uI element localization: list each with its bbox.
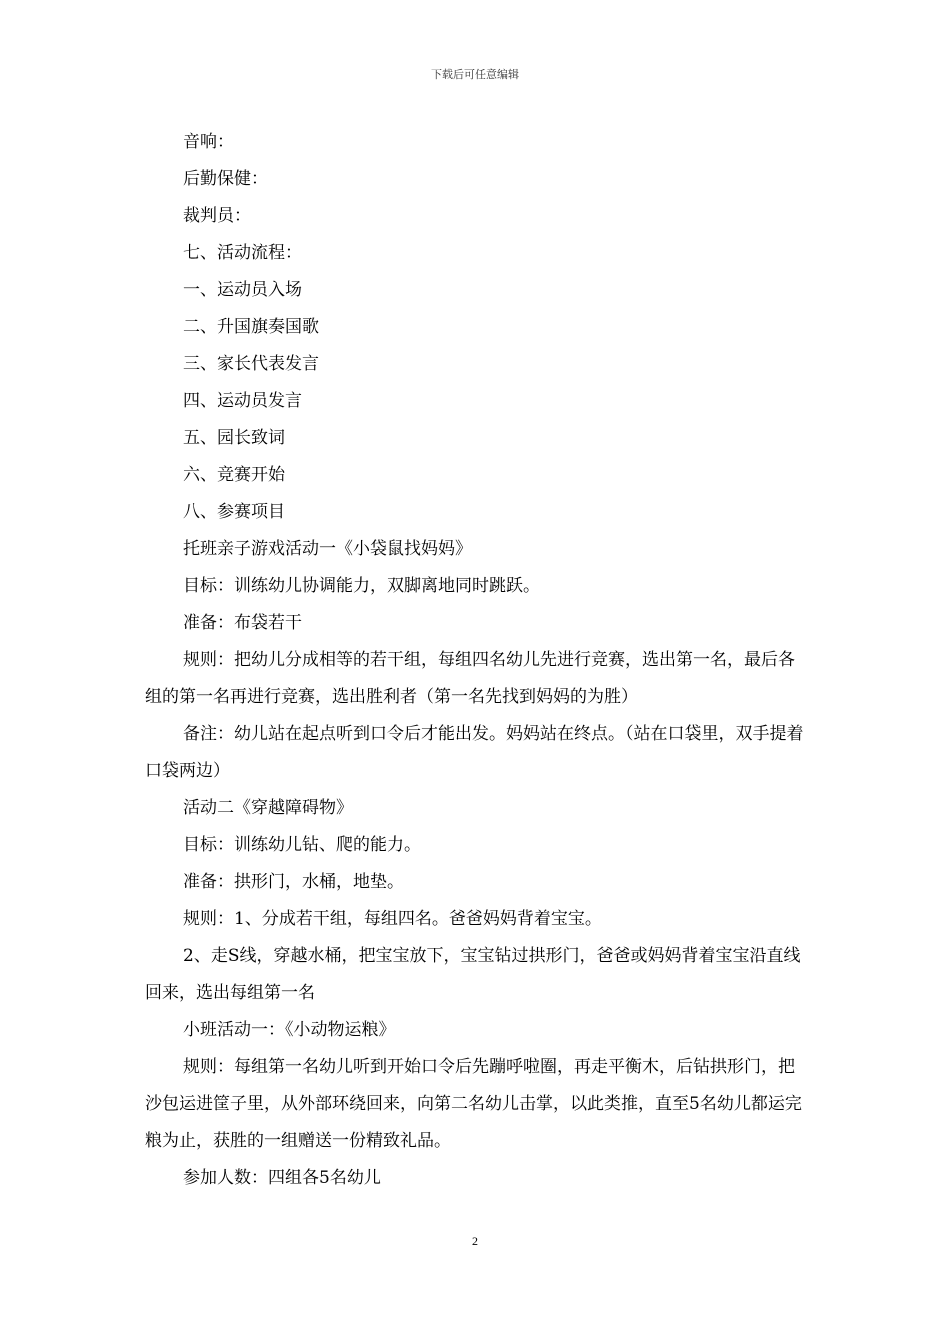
paragraph: 规则：1、分成若干组，每组四名。爸爸妈妈背着宝宝。: [183, 909, 602, 929]
paragraph: 小班活动一：《小动物运粮》: [183, 1020, 396, 1040]
paragraph: 准备：布袋若干: [183, 613, 302, 633]
paragraph: 音响：: [183, 132, 234, 152]
paragraph: 参加人数：四组各5名幼儿: [183, 1168, 381, 1188]
paragraph: 六、竞赛开始: [183, 465, 285, 485]
paragraph: 裁判员：: [183, 206, 251, 226]
paragraph: 一、运动员入场: [183, 280, 302, 300]
paragraph: 目标：训练幼儿钻、爬的能力。: [183, 835, 421, 855]
paragraph: 后勤保健：: [183, 169, 268, 189]
paragraph: 活动二《穿越障碍物》: [183, 798, 353, 818]
paragraph: 八、参赛项目: [183, 502, 285, 522]
paragraph: 2、走S线，穿越水桶，把宝宝放下，宝宝钻过拱形门，爸爸或妈妈背着宝宝沿直线回来，选出每组第一名: [145, 946, 801, 1003]
paragraph: 三、家长代表发言: [183, 354, 319, 374]
document-body: [145, 124, 810, 1197]
paragraph: 二、升国旗奏国歌: [183, 317, 319, 337]
paragraph: 五、园长致词: [183, 428, 285, 448]
paragraph: 备注：幼儿站在起点听到口令后才能出发。妈妈站在终点。（站在口袋里，双手提着口袋两边）: [145, 724, 804, 781]
page-number: 2: [472, 1234, 478, 1248]
paragraph: 七、活动流程：: [183, 243, 302, 263]
paragraph: 准备：拱形门，水桶，地垫。: [183, 872, 404, 892]
paragraph: 规则：每组第一名幼儿听到开始口令后先蹦呼啦圈，再走平衡木，后钻拱形门，把沙包运进筐子里，从外部环绕回来，向第二名幼儿击掌，以此类推，直至5名幼儿都运完粮为止，获胜的一组赠送一份精致礼品。: [145, 1057, 802, 1151]
paragraph: 四、运动员发言: [183, 391, 302, 411]
paragraph: 规则：把幼儿分成相等的若干组，每组四名幼儿先进行竞赛，选出第一名，最后各组的第一名再进行竞赛，选出胜利者（第一名先找到妈妈的为胜）: [145, 650, 795, 707]
page-header: 下载后可任意编辑: [431, 68, 519, 81]
paragraph: 托班亲子游戏活动一《小袋鼠找妈妈》: [183, 539, 472, 559]
paragraph: 目标：训练幼儿协调能力，双脚离地同时跳跃。: [183, 576, 540, 596]
